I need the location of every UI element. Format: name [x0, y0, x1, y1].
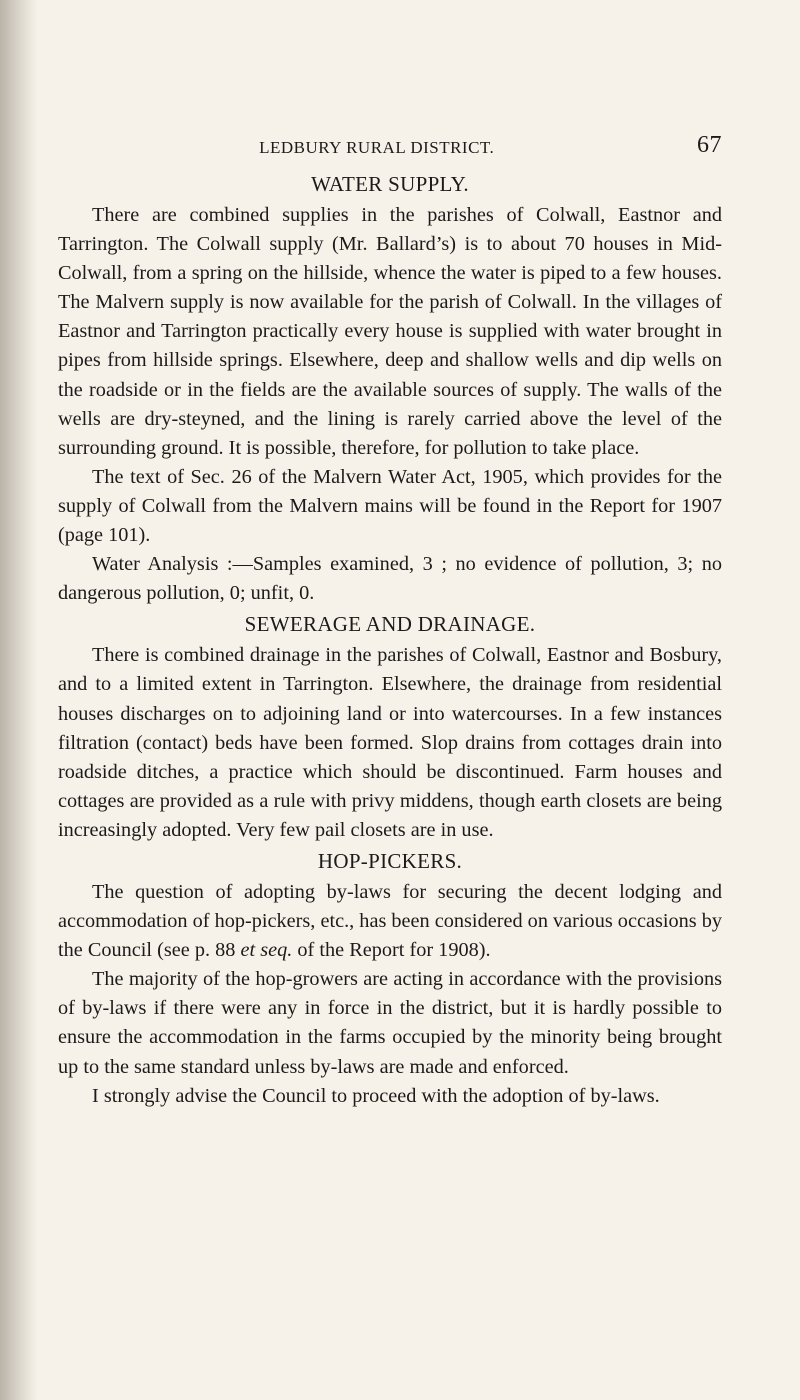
page-number: 67 — [697, 132, 722, 158]
section-sewerage-drainage — [58, 612, 722, 845]
section-hop-pickers — [58, 849, 722, 1111]
paragraph: I strongly advise the Council to proceed with the adoption of by-laws. — [92, 1084, 660, 1107]
document-page — [58, 132, 722, 1111]
italic-text: et seq. — [240, 939, 293, 962]
running-title: LEDBURY RURAL DISTRICT. — [259, 138, 495, 157]
section-heading: WATER SUPPLY. — [311, 172, 469, 196]
paragraph: There is combined drainage in the parishes of Colwall, Eastnor and Bosbury, and to a limited extent in Tarrington. Elsewhere, the drainage from residential houses discharges on to adjoining land or into watercourses. In a few instances filtration (contact) beds have been formed. Slop drains from cottages drain into roadside ditches, a practice which should be discontinued. Farm houses and cottages are provided as a rule with privy middens, though earth closets are being increasingly adopted. Very few pail closets are in use. — [58, 644, 722, 841]
section-water-supply — [58, 172, 722, 608]
paragraph: Water Analysis :—Samples examined, 3 ; no evidence of pollution, 3; no dangerous pollution, 0; unfit, 0. — [58, 553, 722, 605]
paragraph — [58, 878, 722, 965]
text-run: The question of adopting by-laws for securing the decent lodging and accommodation of hop-pickers, etc., has been considered on various occasions by the Council (see p. 88 — [58, 880, 723, 962]
section-heading: HOP-PICKERS. — [317, 848, 463, 873]
text-run: of the Report for 1908). — [292, 939, 491, 962]
section-heading: SEWERAGE AND DRAINAGE. — [244, 612, 536, 637]
paragraph: There are combined supplies in the parishes of Colwall, Eastnor and Tarrington. The Colwall supply (Mr. Ballard’s) is to about 70 houses in Mid-Colwall, from a spring on the hillside, whence the water is piped to a few houses. The Malvern supply is now available for the parish of Colwall. In the villages of Eastnor and Tarrington practically every house is supplied with water brought in pipes from hillside springs. Elsewhere, deep and shallow wells and dip wells on the roadside or in the fields are the available sources of supply. The walls of the wells are dry-steyned, and the lining is rarely carried above the level of the surrounding ground. It is possible, therefore, for pollution to take place. — [58, 204, 722, 459]
book-spine-shadow — [0, 0, 38, 1400]
paragraph: The majority of the hop-growers are acting in accordance with the provisions of by-laws if there were any in force in the district, but it is hardly possible to ensure the accommodation in the farms occupied by the minority being brought up to the same standard unless by-laws are made and enforced. — [58, 968, 722, 1078]
running-head — [58, 132, 722, 172]
paragraph: The text of Sec. 26 of the Malvern Water Act, 1905, which provides for the supply of Colwall from the Malvern mains will be found in the Report for 1907 (page 101). — [58, 465, 722, 547]
